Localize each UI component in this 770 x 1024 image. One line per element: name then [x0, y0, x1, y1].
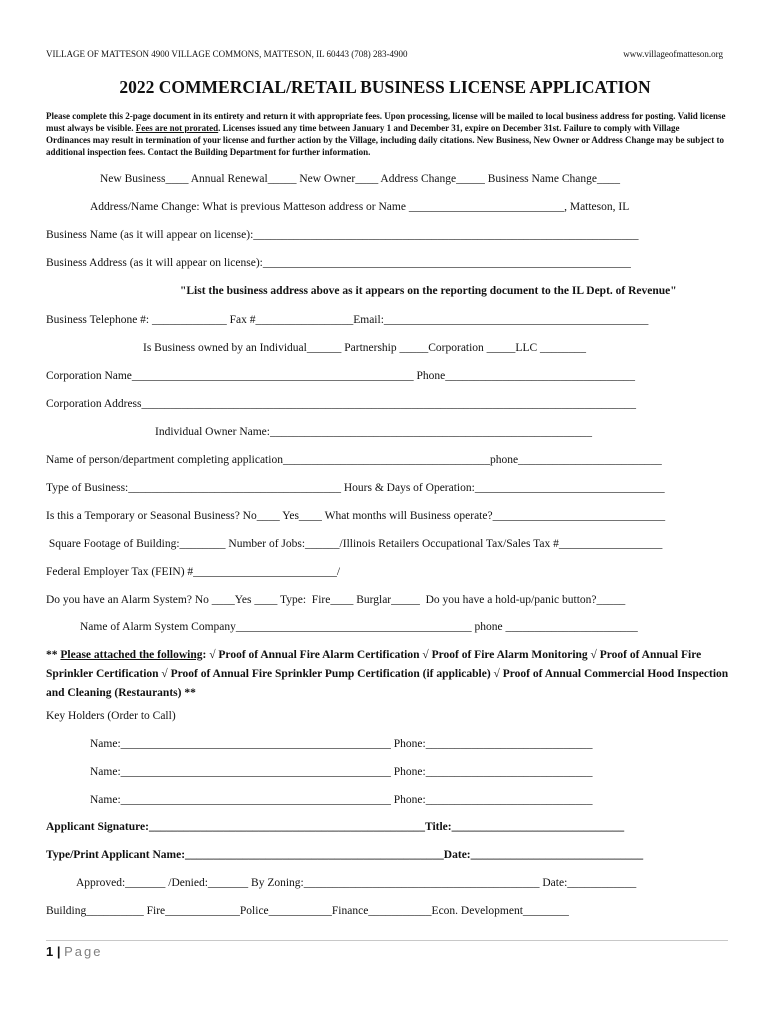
telephone-fax-email-line[interactable]: Business Telephone #: _____________ Fax #_________________Email:______________________________________________	[46, 314, 649, 326]
key-holder-2[interactable]: Name:_______________________________________________ Phone:_____________________________	[90, 766, 593, 778]
intro-text-1: Please complete this 2-page document in its entirety and return it with appropriate fees. Upon processing, license will be mailed to local business address for posting. Valid license must always be visible.	[46, 111, 726, 133]
previous-address-line[interactable]: Address/Name Change: What is previous Matteson address or Name ___________________________, Matteson, IL	[90, 201, 630, 213]
business-name-field[interactable]: Business Name (as it will appear on license):___________________________________________________________________	[46, 229, 639, 241]
corporation-address-field[interactable]: Corporation Address______________________________________________________________________________________	[46, 398, 637, 410]
key-holder-1[interactable]: Name:_______________________________________________ Phone:_____________________________	[90, 738, 593, 750]
page-number-value: 1	[46, 944, 54, 959]
ownership-type-line[interactable]: Is Business owned by an Individual______ Partnership _____Corporation _____LLC ________	[143, 342, 587, 354]
attach-tail: **	[181, 687, 196, 699]
business-address-field[interactable]: Business Address (as it will appear on license):________________________________________________________________	[46, 257, 631, 269]
square-footage-line[interactable]: Square Footage of Building:________ Number of Jobs:______/Illinois Retailers Occupational Tax/Sales Tax #__________________	[46, 538, 663, 550]
applicant-signature-line[interactable]: Applicant Signature:________________________________________________Title:______________________________	[46, 821, 625, 833]
intro-fees-note: Fees are not prorated	[135, 123, 219, 133]
temporary-business-line[interactable]: Is this a Temporary or Seasonal Business? No____ Yes____ What months will Business operate?______________________________	[46, 510, 666, 522]
key-holders-heading: Key Holders (Order to Call)	[46, 710, 176, 722]
intro-text-2: . Licenses issued any time between January 1 and December 31, expire on December 31st. Failure to comply with Village Ordinances may result in termination of your license and further action by the Village, including daily citations. New Business, New Owner or Address Change may be subject to additional inspection fees. Contact the Building Department for further information.	[46, 123, 725, 157]
individual-owner-field[interactable]: Individual Owner Name:________________________________________________________	[155, 426, 592, 438]
fein-field[interactable]: Federal Employer Tax (FEIN) #_________________________/	[46, 566, 341, 578]
attach-lead: **	[46, 649, 61, 661]
department-signoff-line[interactable]: Building__________ Fire_____________Police___________Finance___________Econ. Development________	[46, 905, 569, 917]
completing-person-line[interactable]: Name of person/department completing application____________________________________phone_________________________	[46, 454, 662, 466]
address-note: "List the business address above as it appears on the reporting document to the IL Dept. of Revenue"	[180, 285, 677, 297]
attach-list: : √ Proof of Annual Fire Alarm Certification √ Proof of Fire Alarm Monitoring √ Proof of Annual Fire Sprinkler Certification √ Proof of Annual Fire Sprinkler Pump Certification (if applicable) √ Proof of Annual Commercial Hood Inspection and Cleaning (Restaurants)	[46, 649, 729, 699]
key-holder-3[interactable]: Name:_______________________________________________ Phone:_____________________________	[90, 794, 593, 806]
page-number	[46, 944, 103, 959]
page-title: 2022 COMMERCIAL/RETAIL BUSINESS LICENSE APPLICATION	[119, 77, 651, 97]
business-type-line[interactable]: Type of Business:_____________________________________ Hours & Days of Operation:_________________________________	[46, 482, 665, 494]
alarm-system-line[interactable]: Do you have an Alarm System? No ____Yes ____ Type: Fire____ Burglar_____ Do you have a hold-up/panic button?_____	[46, 594, 626, 606]
applicant-name-line[interactable]: Type/Print Applicant Name:_____________________________________________Date:______________________________	[46, 849, 644, 861]
alarm-company-line[interactable]: Name of Alarm System Company_________________________________________ phone _______________________	[80, 621, 638, 633]
attach-heading: Please attached the following	[60, 649, 203, 661]
header-website: www.villageofmatteson.org	[623, 49, 723, 59]
corporation-name-line[interactable]: Corporation Name_________________________________________________ Phone_________________________________	[46, 370, 636, 382]
approval-line[interactable]: Approved:_______ /Denied:_______ By Zoning:_________________________________________ Date:____________	[76, 877, 637, 889]
header-address: VILLAGE OF MATTESON 4900 VILLAGE COMMONS, MATTESON, IL 60443 (708) 283-4900	[46, 49, 408, 59]
intro-instructions	[46, 110, 726, 158]
application-type-line[interactable]: New Business____ Annual Renewal_____ New Owner____ Address Change_____ Business Name Change____	[100, 173, 620, 185]
attachments-requirement	[46, 646, 736, 703]
page-label: Page	[64, 944, 103, 959]
page-number-separator: |	[56, 944, 61, 959]
footer-divider	[46, 940, 728, 941]
